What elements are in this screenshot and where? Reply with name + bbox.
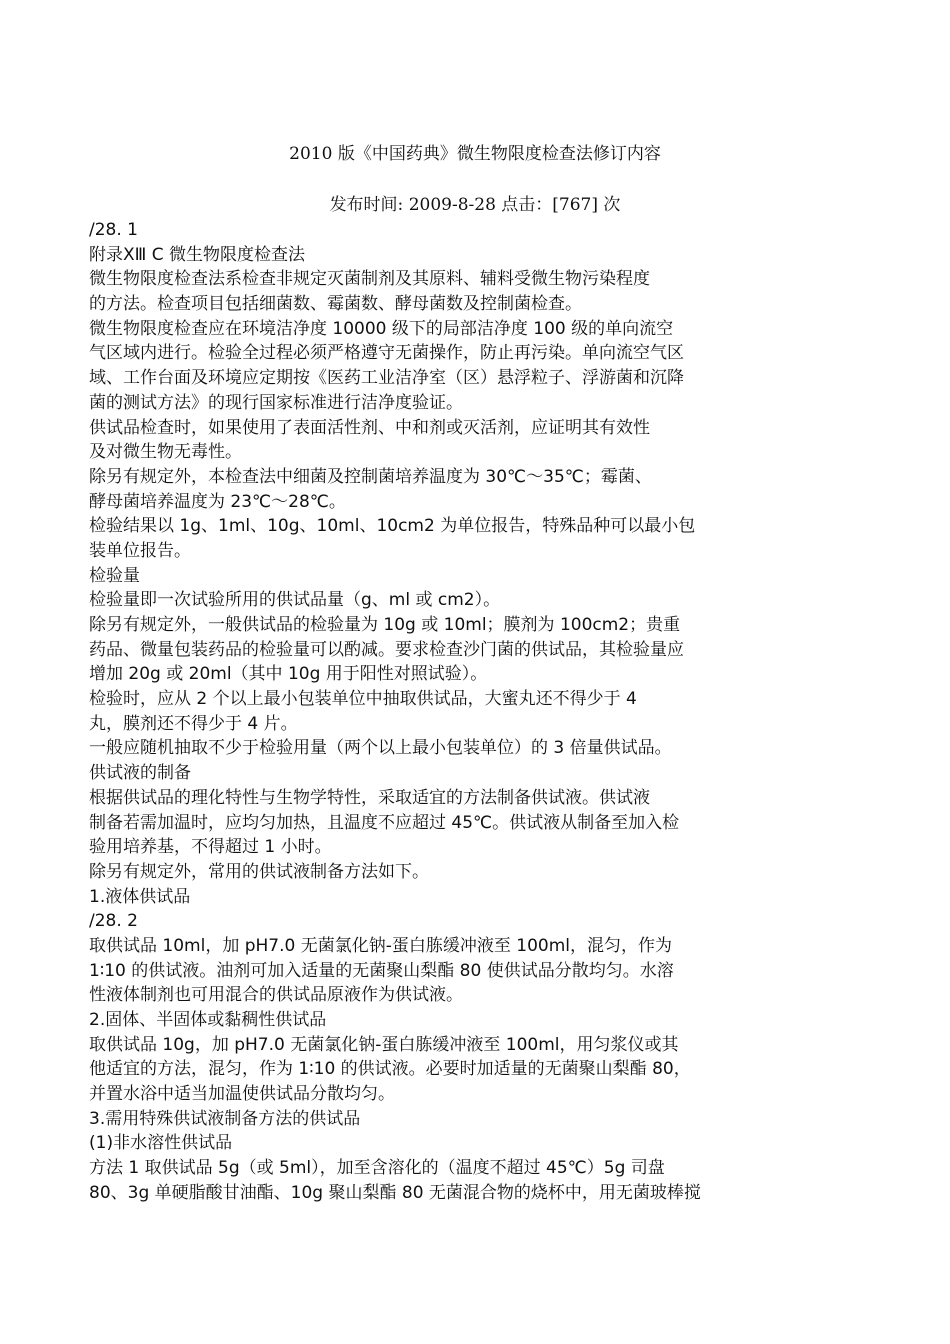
text-line: 一般应随机抽取不少于检验用量（两个以上最小包装单位）的 3 倍量供试品。 — [89, 738, 672, 759]
text-line: 的方法。检查项目包括细菌数、霉菌数、酵母菌数及控制菌检查。 — [89, 294, 582, 315]
text-line: 附录ⅩⅢ C 微生物限度检查法 — [89, 244, 306, 265]
publish-info: 发布时间: 2009-8-28 点击：[767] 次 — [329, 195, 621, 215]
text-line: 他适宜的方法，混匀，作为 1∶10 的供试液。必要时加适量的无菌聚山梨酯 80， — [89, 1059, 691, 1080]
text-line: 验用培养基，不得超过 1 小时。 — [89, 837, 332, 858]
text-line: 除另有规定外，一般供试品的检验量为 10g 或 10ml；膜剂为 100cm2；贵重 — [89, 615, 681, 635]
text-line: 2.固体、半固体或黏稠性供试品 — [89, 1010, 327, 1030]
text-line: 菌的测试方法》的现行国家标准进行洁净度验证。 — [89, 392, 463, 413]
text-line: 检验结果以 1g、1ml、10g、10ml、10cm2 为单位报告，特殊品种可以最小包 — [89, 516, 696, 537]
text-line: 3.需用特殊供试液制备方法的供试品 — [89, 1108, 361, 1129]
document-title: 2010 版《中国药典》微生物限度检查法修订内容 — [289, 144, 661, 164]
text-line: 除另有规定外，本检查法中细菌及控制菌培养温度为 30℃～35℃；霉菌、 — [89, 466, 652, 487]
text-line: 气区域内进行。检验全过程必须严格遵守无菌操作，防止再污染。单向流空气区 — [89, 343, 684, 364]
text-line: 检验时，应从 2 个以上最小包装单位中抽取供试品，大蜜丸还不得少于 4 — [89, 689, 637, 710]
text-line: 酵母菌培养温度为 23℃～28℃。 — [89, 491, 346, 512]
text-line: 增加 20g 或 20ml（其中 10g 用于阳性对照试验）。 — [89, 664, 488, 685]
text-line: 及对微生物无毒性。 — [89, 442, 242, 463]
text-line: 制备若需加温时，应均匀加热，且温度不应超过 45℃。供试液从制备至加入检 — [89, 812, 680, 833]
text-line: 取供试品 10g，加 pH7.0 无菌氯化钠-蛋白胨缓冲液至 100ml，用匀浆仪或其 — [89, 1034, 679, 1055]
text-line: 微生物限度检查应在环境洁净度 10000 级下的局部洁净度 100 级的单向流空 — [89, 318, 674, 339]
text-line: 性液体制剂也可用混合的供试品原液作为供试液。 — [89, 985, 463, 1006]
text-line: /28. 1 — [89, 220, 138, 240]
text-line: 并置水浴中适当加温使供试品分散均匀。 — [89, 1084, 395, 1105]
text-line: 除另有规定外，常用的供试液制备方法如下。 — [89, 861, 429, 882]
text-line: 供试液的制备 — [89, 763, 191, 784]
document-body — [89, 218, 809, 1206]
text-line: (1)非水溶性供试品 — [89, 1133, 233, 1154]
text-line: 微生物限度检查法系检查非规定灭菌制剂及其原料、辅料受微生物污染程度 — [89, 269, 650, 290]
text-line: 检验量即一次试验所用的供试品量（g、ml 或 cm2）。 — [89, 590, 501, 611]
text-line: 80、3g 单硬脂酸甘油酯、10g 聚山梨酯 80 无菌混合物的烧杯中，用无菌玻棒搅 — [89, 1182, 701, 1203]
text-line: 域、工作台面及环境应定期按《医药工业洁净室（区）悬浮粒子、浮游菌和沉降 — [89, 368, 684, 389]
text-line: 取供试品 10ml，加 pH7.0 无菌氯化钠-蛋白胨缓冲液至 100ml，混匀，作为 — [89, 935, 673, 956]
text-line: 药品、微量包装药品的检验量可以酌减。要求检查沙门菌的供试品，其检验量应 — [89, 639, 684, 660]
text-line: 根据供试品的理化特性与生物学特性，采取适宜的方法制备供试液。供试液 — [89, 787, 650, 808]
text-line: 1∶10 的供试液。油剂可加入适量的无菌聚山梨酯 80 使供试品分散均匀。水溶 — [89, 960, 674, 981]
text-line: 装单位报告。 — [89, 540, 191, 561]
text-line: /28. 2 — [89, 911, 138, 932]
text-line: 供试品检查时，如果使用了表面活性剂、中和剂或灭活剂，应证明其有效性 — [89, 417, 650, 438]
text-line: 1.液体供试品 — [89, 886, 191, 907]
text-line: 方法 1 取供试品 5g（或 5ml），加至含溶化的（温度不超过 45℃）5g 司盘 — [89, 1158, 665, 1179]
text-line: 检验量 — [89, 565, 140, 586]
text-line: 丸，膜剂还不得少于 4 片。 — [89, 713, 298, 734]
